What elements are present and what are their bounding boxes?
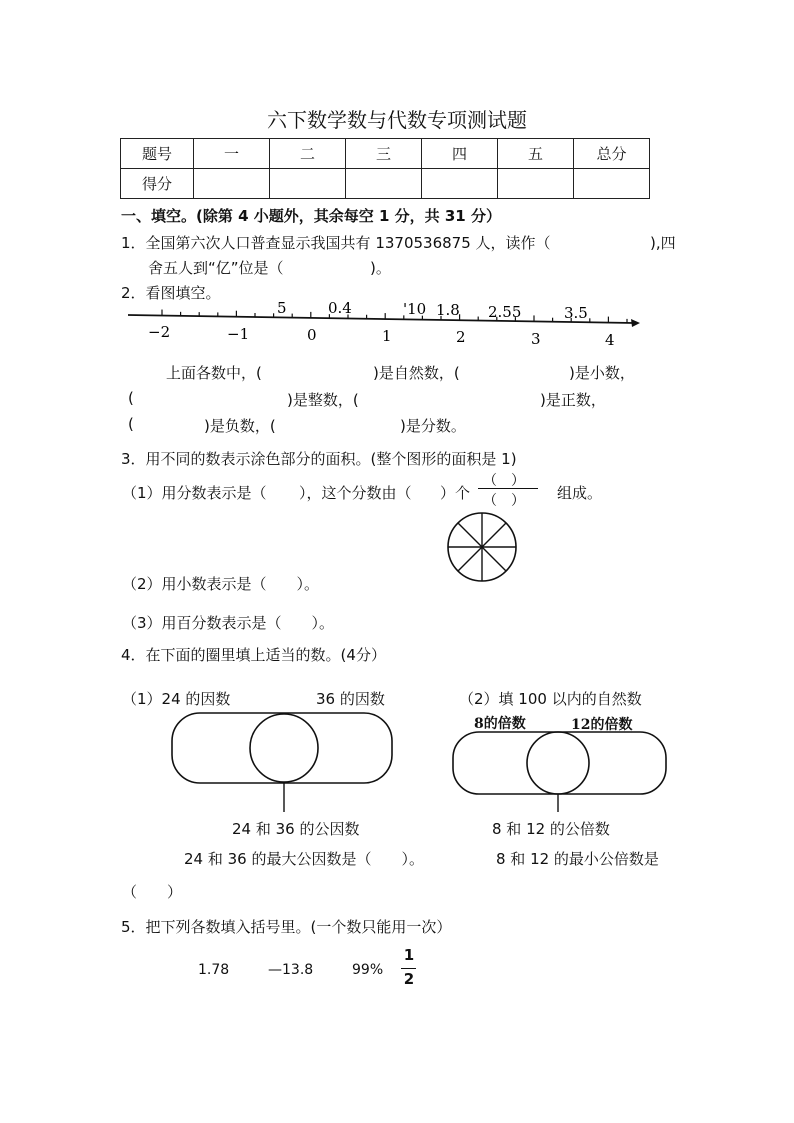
right-center-circle (527, 732, 589, 794)
page-title: 六下数学数与代数专项测试题 (267, 108, 527, 132)
table-cell: 四 (422, 139, 498, 169)
q2-title: 2．看图填空。 (121, 284, 221, 302)
score-cell[interactable] (498, 169, 574, 199)
q5-title: 5．把下列各数填入括号里。(一个数只能用一次） (121, 918, 452, 936)
q3-title: 3．用不同的数表示涂色部分的面积。(整个图形的面积是 1) (121, 450, 517, 468)
top-label: '10 (403, 300, 427, 318)
bottom-label: 0 (307, 326, 317, 344)
top-label: 3.5 (564, 304, 588, 322)
q3-part3: （3）用百分数表示是（ ）。 (122, 614, 335, 632)
q2-row2-b: )是整数，( (287, 391, 359, 409)
score-cell[interactable] (574, 169, 650, 199)
table-cell: 题号 (121, 139, 194, 169)
arrow-head-icon (631, 319, 640, 327)
venn-diagrams (0, 700, 794, 820)
q4-right-title: （2）填 100 以内的自然数 (459, 690, 642, 708)
q1-line1-text: 1．全国第六次人口普查显示我国共有 1370536875 人，读作（ (121, 234, 551, 252)
table-cell: 总分 (574, 139, 650, 169)
q5-fraction-numerator: 1 (403, 946, 415, 964)
q3-part1-d: 组成。 (557, 484, 603, 502)
score-table (120, 138, 650, 199)
q2-row2-a: ( (128, 389, 134, 407)
q4-right-question: 8 和 12 的最小公倍数是 (496, 850, 659, 868)
top-label: 0.4 (328, 299, 352, 317)
q4-right-label-b: 12的倍数 (571, 717, 633, 733)
circle-diagram (443, 511, 521, 583)
bottom-label: 2 (456, 328, 466, 346)
table-cell: 一 (194, 139, 270, 169)
q4-left-title-b: 36 的因数 (316, 690, 385, 708)
score-cell[interactable] (346, 169, 422, 199)
q4-left-question: 24 和 36 的最大公因数是（ ）。 (184, 850, 424, 868)
q1-line2-end: )。 (370, 259, 391, 277)
number-line-axis (128, 315, 634, 323)
fraction-denominator: （ ） (483, 493, 525, 509)
q4-right-blank: （ ） (122, 883, 183, 901)
table-cell: 五 (498, 139, 574, 169)
score-table-score-row (121, 169, 650, 199)
top-label: 2.55 (488, 303, 522, 321)
right-rounded-region (453, 732, 666, 794)
q2-row3-a: ( (128, 415, 134, 433)
q1-line2-text: 舍五人到“亿”位是（ (148, 259, 284, 277)
top-label: 5 (277, 299, 287, 317)
fraction-bar (478, 488, 538, 489)
top-label: 1.8 (436, 301, 460, 319)
q2-row1-b: )是自然数，( (373, 364, 460, 382)
score-table-header-row (121, 139, 650, 169)
score-cell[interactable] (270, 169, 346, 199)
q4-left-title: （1）24 的因数 (122, 690, 231, 708)
q5-fraction-bar (401, 968, 416, 969)
bottom-label: −1 (227, 325, 250, 343)
fraction-numerator: （ ） (483, 473, 525, 489)
q4-right-caption: 8 和 12 的公倍数 (492, 820, 610, 838)
table-cell: 三 (346, 139, 422, 169)
left-rounded-region (172, 713, 392, 783)
q2-row1-a: 上面各数中，( (166, 364, 262, 382)
q4-right-label-a: 8的倍数 (474, 716, 526, 732)
q5-number: 99% (352, 962, 384, 978)
q5-fraction-denominator: 2 (403, 970, 415, 988)
bottom-label: 4 (605, 331, 615, 349)
q3-part2: （2）用小数表示是（ ）。 (122, 575, 320, 593)
q2-row2-c: )是正数， (540, 391, 606, 409)
section-heading: 一、填空。(除第 4 小题外，其余每空 1 分，共 31 分） (121, 207, 501, 225)
q3-part1-b: ），这个分数由（ (299, 484, 412, 502)
q3-part1-c: ）个 (440, 484, 471, 502)
q5-number: 1.78 (198, 962, 230, 978)
q4-left-caption: 24 和 36 的公因数 (232, 820, 360, 838)
table-cell: 得分 (121, 169, 194, 199)
q3-part1-a: （1）用分数表示是（ (122, 484, 267, 502)
q5-number: —13.8 (268, 962, 314, 978)
bottom-label: 3 (531, 330, 541, 348)
number-line (0, 295, 794, 350)
left-center-circle (250, 714, 318, 782)
q4-title: 4．在下面的圈里填上适当的数。(4分） (121, 646, 386, 664)
q1-line1-end: ),四 (650, 234, 676, 252)
q2-row3-c: )是分数。 (400, 417, 466, 435)
q2-row3-b: )是负数，( (204, 417, 276, 435)
score-cell[interactable] (422, 169, 498, 199)
table-cell: 二 (270, 139, 346, 169)
bottom-label: −2 (148, 323, 171, 341)
score-cell[interactable] (194, 169, 270, 199)
q2-row1-c: )是小数， (569, 364, 635, 382)
bottom-label: 1 (382, 327, 392, 345)
